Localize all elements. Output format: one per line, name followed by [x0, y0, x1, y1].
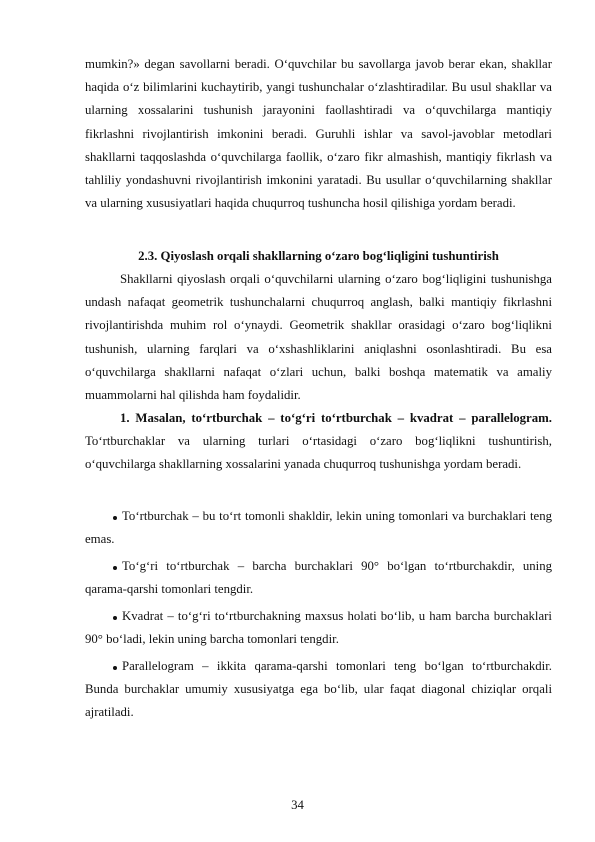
bullet-list [85, 505, 552, 728]
paragraph-comparison: Shakllarni qiyoslash orqali o‘quvchilarni ularning o‘zaro bog‘liqligini tushunishga undash nafaqat geometrik tushunchalarni chuqurroq anglash, balki mantiqiy fikrlashni rivojlantirishda muhim rol o‘ynaydi. Geometrik shakllar orasidagi o‘zaro bog‘liqlikni tushunish, ularning farqlari va o‘xshashliklarini aniqlashni osonlashtiradi. Bu esa o‘quvchilarga shakllarni nafaqat o‘zlari uchun, balki boshqa matematik va amaliy muammolarni hal qilishda ham foydalidir. [85, 272, 552, 403]
bullet-icon [113, 616, 117, 620]
example-lead: 1. Masalan, to‘rtburchak – to‘g‘ri to‘rtburchak – kvadrat – parallelogram. [120, 411, 552, 425]
paragraph-intro: mumkin?» degan savollarni beradi. O‘quvchilar bu savollarga javob berar ekan, shakllar haqida o‘z bilimlarini kuchaytirib, yangi tushunchalar o‘zlashtiradilar. Bu usul shakllar va ularning xossalarini tushunish jarayonini faollashtiradi va o‘quvchilarga mantiqiy fikrlashni rivojlantirish imkonini beradi. Guruhli ishlar va savol-javoblar metodlari shakllarni taqqoslashda o‘quvchilarga faollik, o‘zaro fikr almashish, mantiqiy fikrlash va tahliliy yondashuvni rivojlantirish imkonini yaratadi. Bu usullar o‘quvchilarning shakllar va ularning xususiyatlari haqida chuqurroq tushuncha hosil qilishiga yordam beradi. [85, 57, 552, 211]
list-item: To‘rtburchak – bu to‘rt tomonli shakldir, lekin uning tomonlari va burchaklari teng emas. [85, 509, 552, 547]
example-text: To‘rtburchaklar va ularning turlari o‘rtasidagi o‘zaro bog‘liqlikni tushuntirish, o‘quvchilarga shakllarning xossalarini yanada chuqurroq tushunishga yordam beradi. [85, 434, 552, 472]
section-heading: 2.3. Qiyoslash orqali shakllarning o‘zaro bog‘liqligini tushuntirish [138, 249, 499, 263]
list-item: To‘g‘ri to‘rtburchak – barcha burchaklari 90° bo‘lgan to‘rtburchakdir, uning qarama-qarshi tomonlari tengdir. [85, 558, 552, 597]
bullet-icon [113, 516, 117, 520]
page-number: 34 [291, 798, 304, 812]
list-item: Parallelogram – ikkita qarama-qarshi tomonlari teng bo‘lgan to‘rtburchakdir. Bunda burchaklar umumiy xususiyatga ega bo‘lib, ular faqat diagonal chiziqlar orqali ajratiladi. [85, 658, 552, 720]
list-item: Kvadrat – to‘g‘ri to‘rtburchakning maxsus holati bo‘lib, u ham barcha burchaklari 90° bo‘ladi, lekin uning barcha tomonlari tengdir. [85, 608, 552, 647]
paragraph-example [85, 407, 552, 477]
bullet-icon [113, 566, 117, 570]
bullet-icon [113, 666, 117, 670]
